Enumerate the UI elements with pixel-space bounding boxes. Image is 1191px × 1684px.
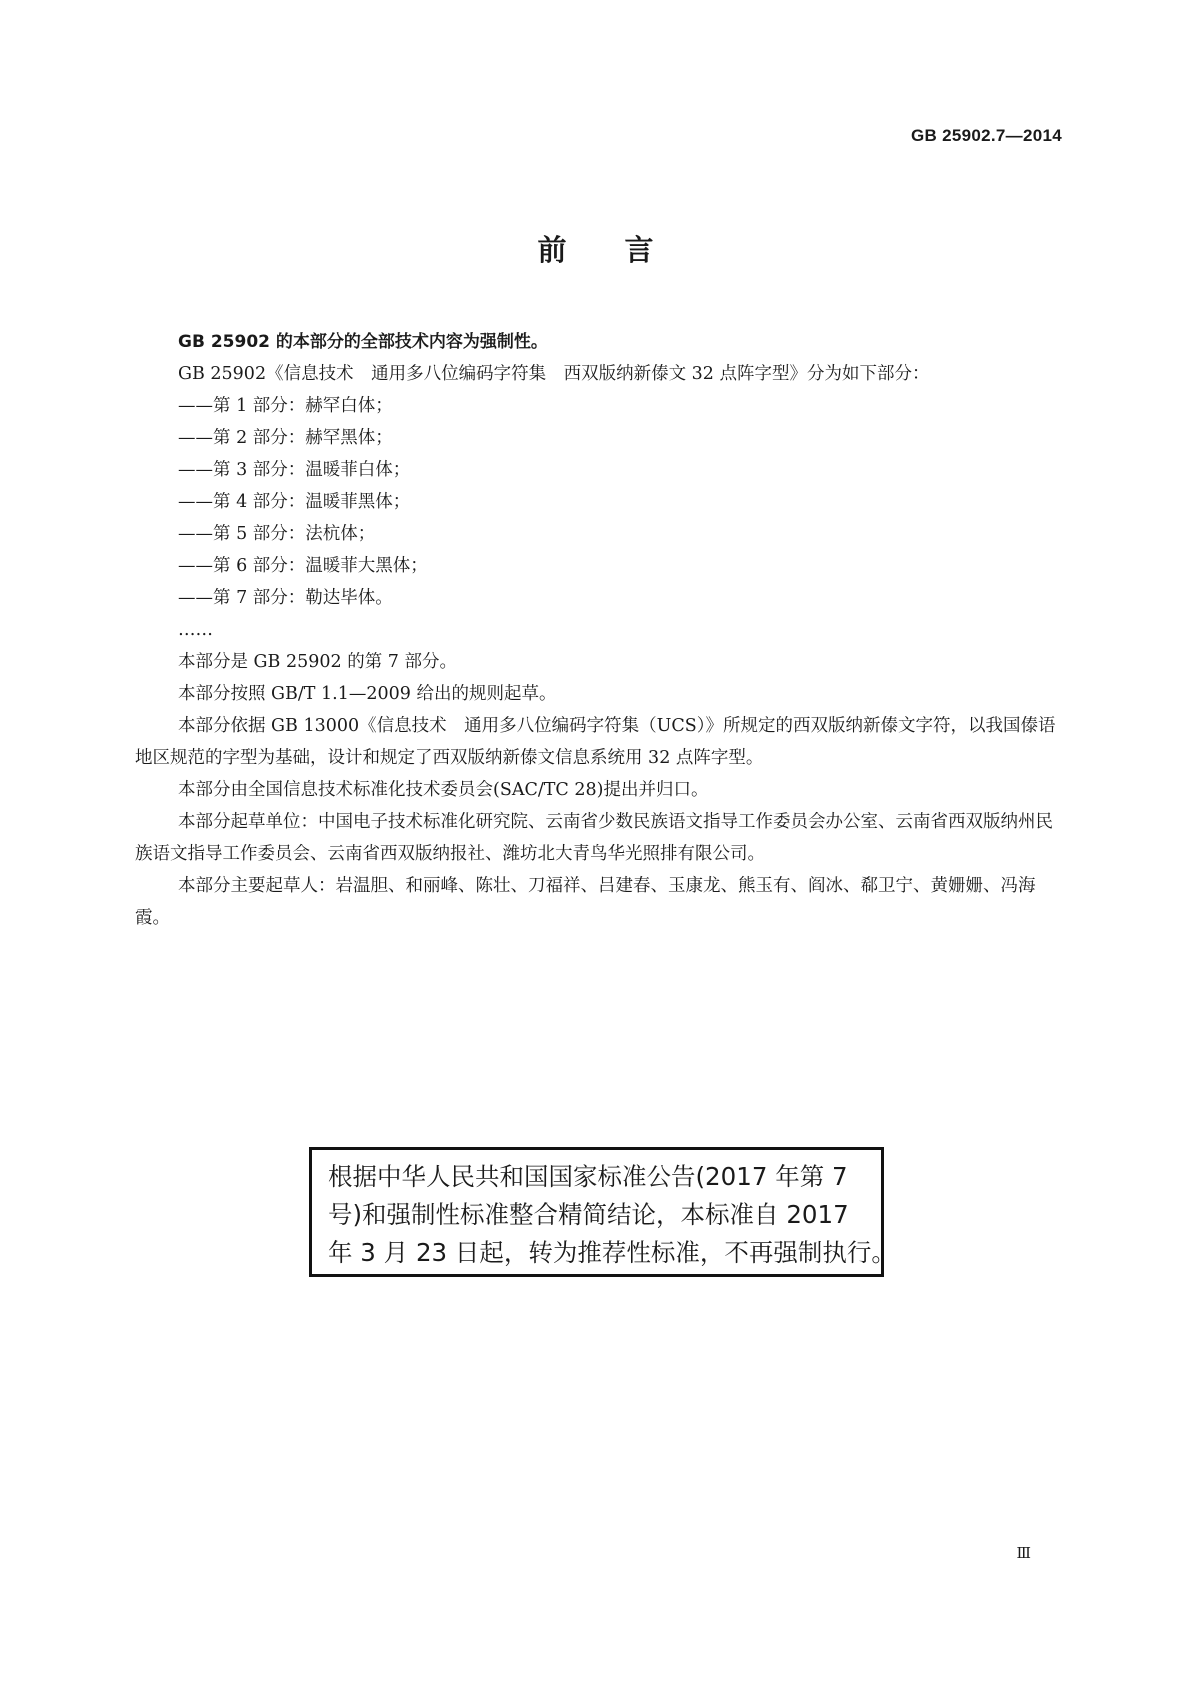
paragraph: 本部分是 GB 25902 的第 7 部分。	[178, 652, 457, 672]
notice-line: 年 3 月 23 日起，转为推荐性标准，不再强制执行。	[328, 1238, 896, 1267]
page-title: 前 言	[537, 233, 654, 267]
paragraph: 本部分主要起草人：岩温胆、和丽峰、陈壮、刀福祥、吕建春、玉康龙、熊玉有、阎冰、郗卫宁、黄姗姗、冯海霞。	[135, 876, 1036, 928]
list-item: ——第 3 部分：温暖菲白体；	[178, 460, 411, 480]
list-item: ——第 7 部分：勒达毕体。	[178, 588, 393, 608]
notice-line: 根据中华人民共和国国家标准公告(2017 年第 7	[328, 1162, 848, 1191]
page-number: Ⅲ	[1016, 1544, 1031, 1562]
list-item: ——第 6 部分：温暖菲大黑体；	[178, 556, 428, 576]
mandatory-statement: GB 25902 的本部分的全部技术内容为强制性。	[178, 332, 548, 352]
ellipsis: ……	[178, 620, 213, 640]
notice-line: 号)和强制性标准整合精简结论，本标准自 2017	[328, 1200, 849, 1229]
list-item: ——第 1 部分：赫罕白体；	[178, 396, 393, 416]
paragraph: 本部分由全国信息技术标准化技术委员会(SAC/TC 28)提出并归口。	[178, 780, 709, 800]
notice-box	[309, 1147, 896, 1277]
paragraph: 本部分起草单位：中国电子技术标准化研究院、云南省少数民族语文指导工作委员会办公室、云南省西双版纳州民族语文指导工作委员会、云南省西双版纳报社、潍坊北大青鸟华光照排有限公司。	[135, 812, 1053, 864]
intro-paragraph: GB 25902《信息技术 通用多八位编码字符集 西双版纳新傣文 32 点阵字型》分为如下部分：	[178, 364, 930, 384]
list-item: ——第 5 部分：法杭体；	[178, 524, 376, 544]
list-item: ——第 2 部分：赫罕黑体；	[178, 428, 393, 448]
paragraph: 本部分依据 GB 13000《信息技术 通用多八位编码字符集（UCS）》所规定的西双版纳新傣文字符，以我国傣语地区规范的字型为基础，设计和规定了西双版纳新傣文信息系统用 32 点阵字型。	[135, 716, 1056, 768]
list-item: ——第 4 部分：温暖菲黑体；	[178, 492, 411, 512]
paragraph: 本部分按照 GB/T 1.1—2009 给出的规则起草。	[178, 684, 557, 704]
document-body	[135, 326, 1065, 934]
standard-code: GB 25902.7—2014	[911, 126, 1062, 145]
